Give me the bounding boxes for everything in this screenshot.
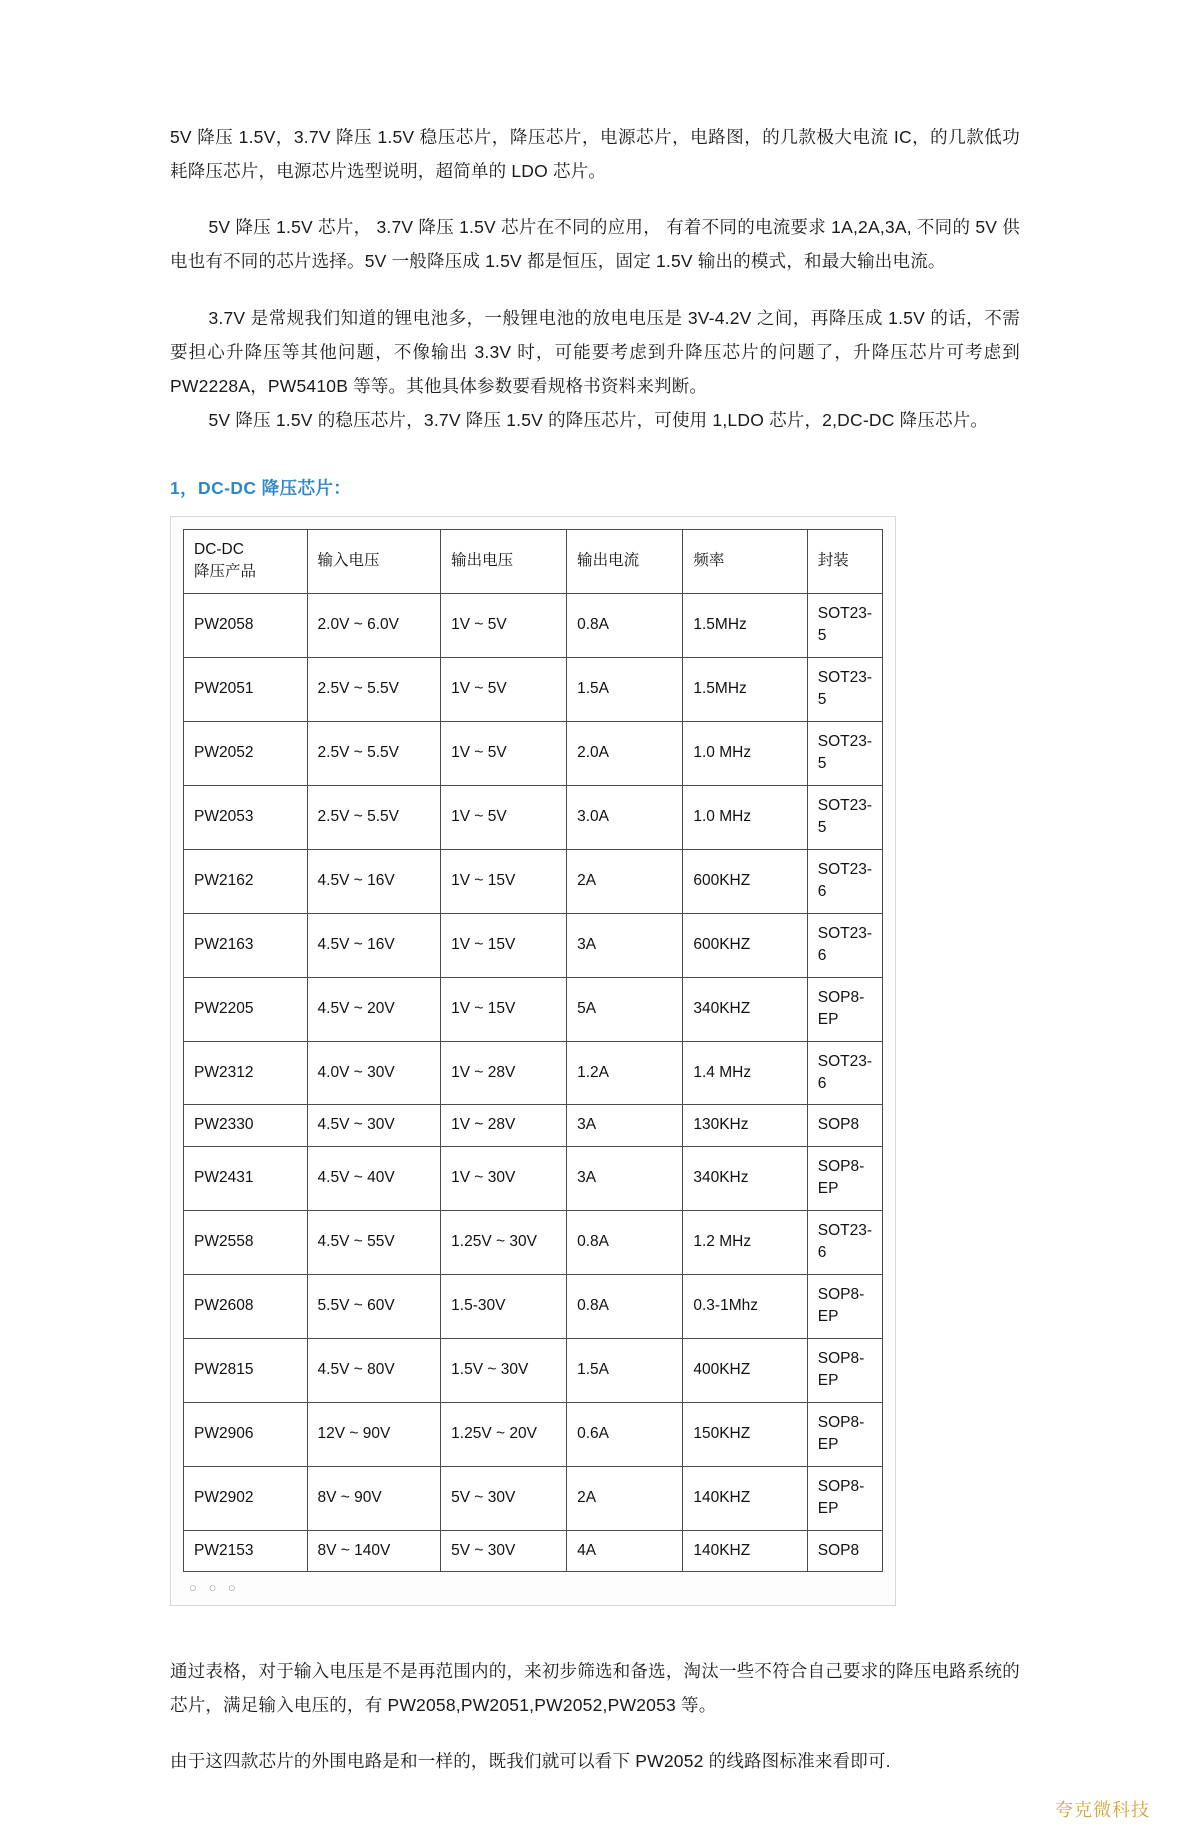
cell-iout: 1.2A (567, 1041, 683, 1105)
table-row (184, 1338, 883, 1402)
cell-freq: 1.5MHz (683, 657, 807, 721)
cell-vout: 5V ~ 30V (441, 1466, 567, 1530)
cell-package: SOP8-EP (807, 977, 882, 1041)
cell-product: PW2815 (184, 1338, 308, 1402)
cell-iout: 5A (567, 977, 683, 1041)
table-row (184, 593, 883, 657)
cell-iout: 0.8A (567, 1210, 683, 1274)
cell-vout: 1.25V ~ 30V (441, 1210, 567, 1274)
header-output-voltage: 输出电压 (441, 530, 567, 594)
cell-iout: 3A (567, 1105, 683, 1146)
table-row (184, 657, 883, 721)
table-head (184, 530, 883, 594)
cell-product: PW2162 (184, 849, 308, 913)
cell-freq: 340KHZ (683, 977, 807, 1041)
cell-product: PW2163 (184, 913, 308, 977)
cell-freq: 1.5MHz (683, 593, 807, 657)
paragraph-chip-options: 5V 降压 1.5V 的稳压芯片，3.7V 降压 1.5V 的降压芯片，可使用 1,LDO 芯片，2,DC-DC 降压芯片。 (208, 409, 989, 430)
cell-package: SOT23-6 (807, 913, 882, 977)
cell-vout: 1V ~ 28V (441, 1105, 567, 1146)
cell-product: PW2058 (184, 593, 308, 657)
table-header-row (184, 530, 883, 594)
cell-package: SOT23-5 (807, 785, 882, 849)
table-body (184, 593, 883, 1571)
cell-package: SOP8 (807, 1530, 882, 1571)
cell-product: PW2051 (184, 657, 308, 721)
cell-vout: 1.5V ~ 30V (441, 1338, 567, 1402)
cell-product: PW2608 (184, 1274, 308, 1338)
cell-vin: 5.5V ~ 60V (307, 1274, 441, 1338)
cell-vin: 8V ~ 140V (307, 1530, 441, 1571)
cell-package: SOT23-5 (807, 657, 882, 721)
cell-freq: 600KHZ (683, 913, 807, 977)
cell-vout: 1V ~ 5V (441, 785, 567, 849)
cell-freq: 130KHz (683, 1105, 807, 1146)
table-more-indicator: ○ ○ ○ (189, 1580, 240, 1595)
cell-package: SOP8-EP (807, 1274, 882, 1338)
cell-vout: 5V ~ 30V (441, 1530, 567, 1571)
cell-iout: 1.5A (567, 1338, 683, 1402)
cell-iout: 2.0A (567, 721, 683, 785)
cell-package: SOT23-5 (807, 593, 882, 657)
cell-vin: 4.5V ~ 16V (307, 913, 441, 977)
cell-package: SOT23-6 (807, 849, 882, 913)
cell-vin: 4.5V ~ 80V (307, 1338, 441, 1402)
cell-vout: 1V ~ 15V (441, 977, 567, 1041)
header-package: 封装 (807, 530, 882, 594)
cell-package: SOT23-5 (807, 721, 882, 785)
header-frequency: 频率 (683, 530, 807, 594)
table-row (184, 1210, 883, 1274)
cell-product: PW2906 (184, 1402, 308, 1466)
cell-vout: 1V ~ 30V (441, 1146, 567, 1210)
cell-iout: 2A (567, 849, 683, 913)
cell-iout: 1.5A (567, 657, 683, 721)
header-product-line2: 降压产品 (194, 563, 257, 581)
cell-vout: 1V ~ 5V (441, 657, 567, 721)
cell-product: PW2052 (184, 721, 308, 785)
cell-package: SOP8 (807, 1105, 882, 1146)
paragraph-schematic-note: 由于这四款芯片的外围电路是和一样的，既我们就可以看下 PW2052 的线路图标准来看即可. (170, 1751, 891, 1772)
cell-iout: 3A (567, 1146, 683, 1210)
cell-vout: 1V ~ 5V (441, 593, 567, 657)
cell-freq: 140KHZ (683, 1530, 807, 1571)
cell-vin: 2.5V ~ 5.5V (307, 721, 441, 785)
cell-product: PW2902 (184, 1466, 308, 1530)
header-output-current: 输出电流 (567, 530, 683, 594)
cell-vin: 4.5V ~ 40V (307, 1146, 441, 1210)
cell-product: PW2558 (184, 1210, 308, 1274)
cell-vout: 1V ~ 15V (441, 849, 567, 913)
table-row (184, 1530, 883, 1571)
cell-freq: 1.0 MHz (683, 721, 807, 785)
cell-vout: 1V ~ 5V (441, 721, 567, 785)
header-input-voltage: 输入电压 (307, 530, 441, 594)
dcdc-spec-table (183, 529, 883, 1572)
cell-iout: 0.8A (567, 593, 683, 657)
header-product-line1: DC-DC (194, 541, 244, 558)
cell-freq: 340KHz (683, 1146, 807, 1210)
cell-iout: 4A (567, 1530, 683, 1571)
cell-package: SOT23-6 (807, 1041, 882, 1105)
cell-vin: 4.5V ~ 30V (307, 1105, 441, 1146)
cell-vin: 4.5V ~ 16V (307, 849, 441, 913)
cell-iout: 0.6A (567, 1402, 683, 1466)
cell-package: SOP8-EP (807, 1466, 882, 1530)
cell-iout: 2A (567, 1466, 683, 1530)
cell-vin: 2.0V ~ 6.0V (307, 593, 441, 657)
cell-vin: 4.5V ~ 55V (307, 1210, 441, 1274)
cell-vin: 4.0V ~ 30V (307, 1041, 441, 1105)
table-row (184, 1146, 883, 1210)
table-row (184, 977, 883, 1041)
table-row (184, 785, 883, 849)
cell-freq: 1.2 MHz (683, 1210, 807, 1274)
cell-product: PW2053 (184, 785, 308, 849)
cell-product: PW2431 (184, 1146, 308, 1210)
cell-freq: 1.4 MHz (683, 1041, 807, 1105)
cell-vin: 4.5V ~ 20V (307, 977, 441, 1041)
cell-product: PW2312 (184, 1041, 308, 1105)
cell-vin: 2.5V ~ 5.5V (307, 657, 441, 721)
paragraph-current-requirements: 5V 降压 1.5V 芯片， 3.7V 降压 1.5V 芯片在不同的应用， 有着不同的电流要求 1A,2A,3A, 不同的 5V 供电也有不同的芯片选择。5V 一般降压成 1.5V 都是恒压，固定 1.5V 输出的模式，和最大输出电流。 (170, 217, 1020, 272)
section-title-dcdc: 1，DC-DC 降压芯片： (170, 478, 352, 498)
cell-vin: 2.5V ~ 5.5V (307, 785, 441, 849)
table-row (184, 849, 883, 913)
cell-vout: 1V ~ 28V (441, 1041, 567, 1105)
table-row (184, 913, 883, 977)
table-row (184, 1274, 883, 1338)
cell-product: PW2153 (184, 1530, 308, 1571)
table-row (184, 721, 883, 785)
cell-freq: 600KHZ (683, 849, 807, 913)
cell-iout: 3.0A (567, 785, 683, 849)
cell-freq: 150KHZ (683, 1402, 807, 1466)
cell-product: PW2330 (184, 1105, 308, 1146)
header-product (184, 530, 308, 594)
footer-brand-watermark: 夸克微科技 (1055, 1800, 1150, 1821)
cell-vout: 1.5-30V (441, 1274, 567, 1338)
cell-vout: 1V ~ 15V (441, 913, 567, 977)
cell-vout: 1.25V ~ 20V (441, 1402, 567, 1466)
cell-freq: 140KHZ (683, 1466, 807, 1530)
cell-package: SOT23-6 (807, 1210, 882, 1274)
cell-package: SOP8-EP (807, 1402, 882, 1466)
cell-vin: 12V ~ 90V (307, 1402, 441, 1466)
cell-vin: 8V ~ 90V (307, 1466, 441, 1530)
cell-freq: 400KHZ (683, 1338, 807, 1402)
cell-package: SOP8-EP (807, 1146, 882, 1210)
paragraph-lithium-battery: 3.7V 是常规我们知道的锂电池多，一般锂电池的放电电压是 3V-4.2V 之间，再降压成 1.5V 的话，不需要担心升降压等其他问题，不像输出 3.3V 时，可能要考虑到升降压芯片的问题了，升降压芯片可考虑到 PW2228A，PW5410B 等等。其他具体参数要看规格书资料来判断。 (170, 307, 1020, 396)
cell-iout: 3A (567, 913, 683, 977)
cell-freq: 0.3-1Mhz (683, 1274, 807, 1338)
cell-iout: 0.8A (567, 1274, 683, 1338)
cell-freq: 1.0 MHz (683, 785, 807, 849)
table-row (184, 1466, 883, 1530)
paragraph-intro: 5V 降压 1.5V，3.7V 降压 1.5V 稳压芯片，降压芯片，电源芯片，电路图，的几款极大电流 IC，的几款低功耗降压芯片，电源芯片选型说明，超简单的 LDO 芯片。 (170, 127, 1020, 182)
spec-table-container (170, 516, 896, 1606)
cell-product: PW2205 (184, 977, 308, 1041)
table-row (184, 1041, 883, 1105)
table-row (184, 1105, 883, 1146)
paragraph-table-explanation: 通过表格，对于输入电压是不是再范围内的，来初步筛选和备选，淘汰一些不符合自己要求的降压电路系统的芯片，满足输入电压的，有 PW2058,PW2051,PW2052,PW2053 等。 (170, 1661, 1020, 1716)
table-row (184, 1402, 883, 1466)
cell-package: SOP8-EP (807, 1338, 882, 1402)
